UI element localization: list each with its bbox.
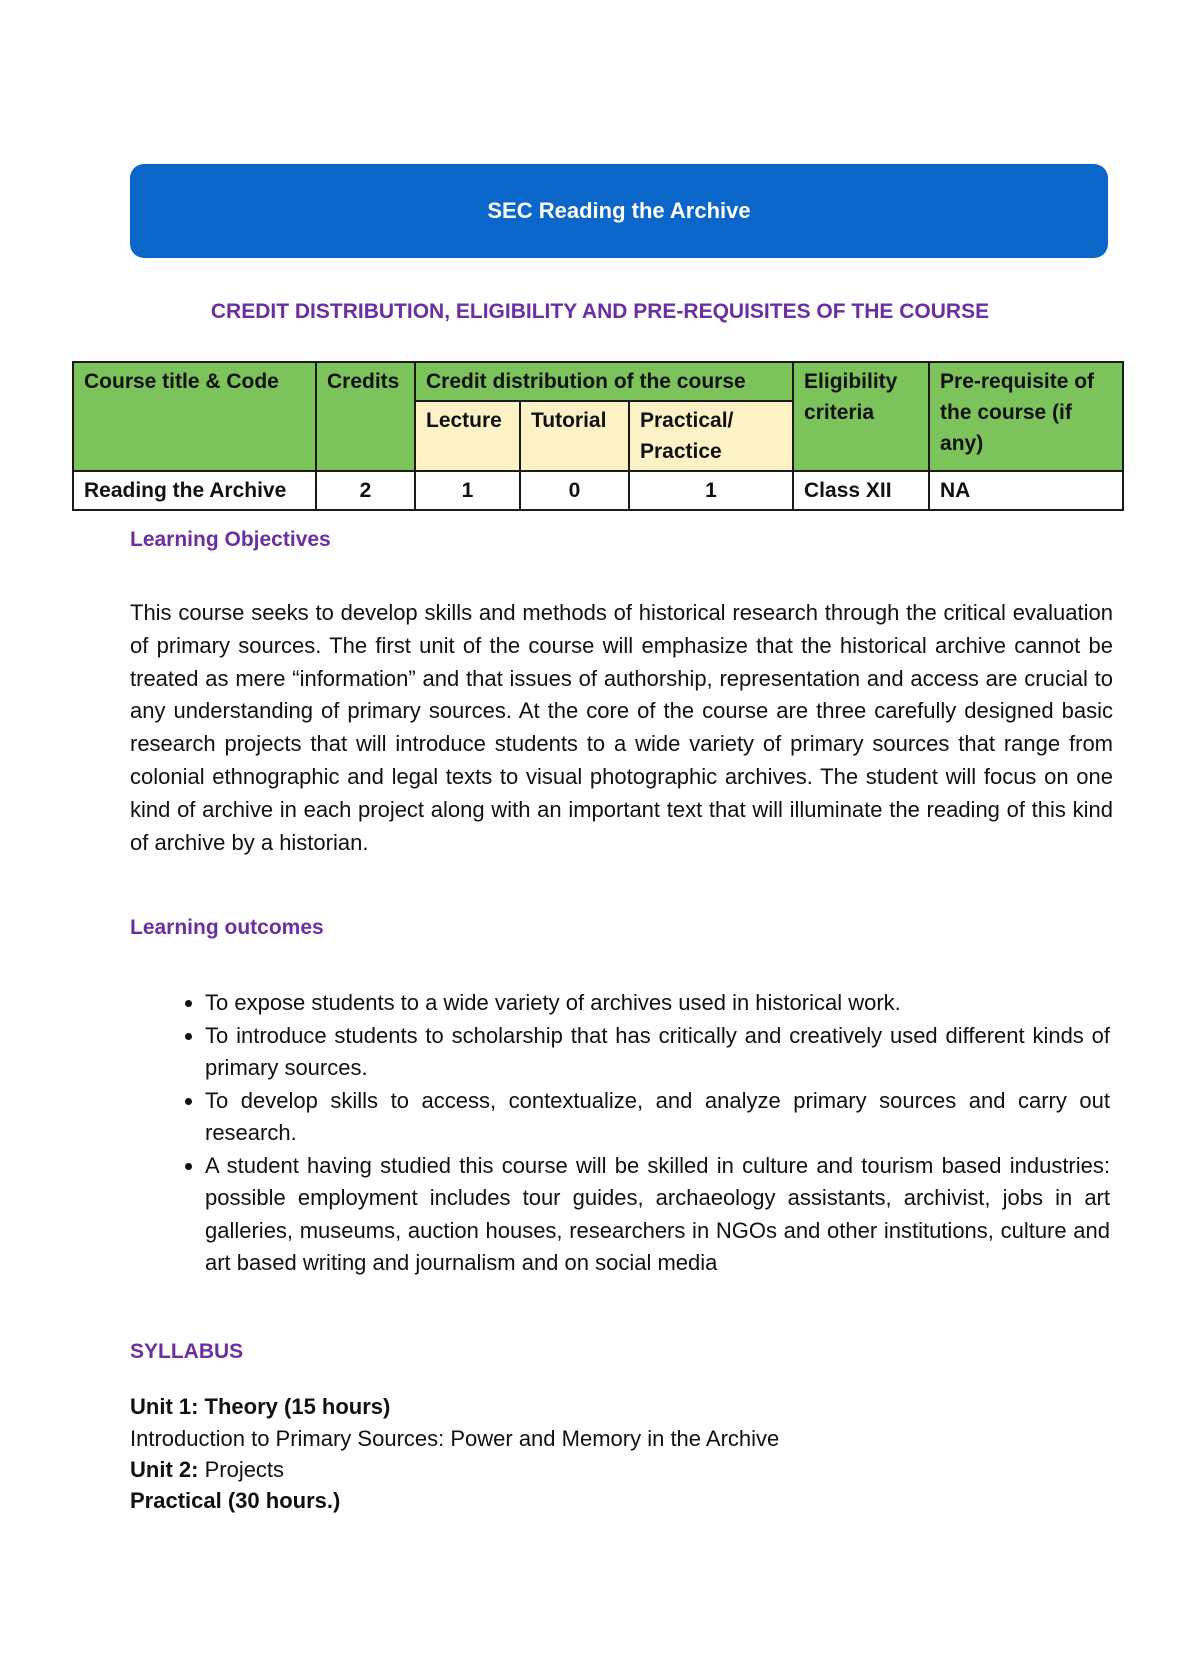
list-item: • A student having studied this course will be skilled in culture and tourism based industries: possible employment includes tour guides, archaeology assistants, archivist, jobs in art galleries, museums, auction houses, researchers in NGOs and other institutions, culture and art based writing and journalism and on social media bbox=[205, 1150, 1110, 1280]
header-tutorial: Tutorial bbox=[520, 401, 629, 471]
learning-objectives-text: This course seeks to develop skills and methods of historical research through the critical evaluation of primary sources. The first unit of the course will emphasize that the historical archive cannot be treated as mere “information” and that issues of authorship, representation and access are crucial to any understanding of primary sources. At the core of the course are three carefully designed basic research projects that will introduce students to a wide variety of primary sources that range from colonial ethnographic and legal texts to visual photographic archives. The student will focus on one kind of archive in each project along with an important text that will illuminate the reading of this kind of archive by a historian. bbox=[130, 600, 1113, 855]
unit1-title: Unit 1: Theory (15 hours) bbox=[130, 1394, 391, 1419]
practical-line bbox=[130, 1488, 340, 1514]
cell-course-title: Reading the Archive bbox=[73, 471, 316, 510]
header-practical: Practical/ Practice bbox=[629, 401, 793, 471]
unit2-line bbox=[130, 1457, 284, 1483]
learning-objectives-heading: Learning Objectives bbox=[130, 528, 331, 551]
learning-outcomes-list bbox=[160, 987, 1110, 1280]
unit2-label: Unit 2: bbox=[130, 1457, 199, 1482]
header-credit-distribution: Credit distribution of the course bbox=[415, 362, 793, 401]
header-credits: Credits bbox=[316, 362, 415, 471]
cell-prerequisite: NA bbox=[929, 471, 1123, 510]
cell-credits: 2 bbox=[316, 471, 415, 510]
syllabus-heading: SYLLABUS bbox=[130, 1340, 244, 1363]
header-prerequisite: Pre-requisite of the course (if any) bbox=[929, 362, 1123, 471]
credit-distribution-heading: CREDIT DISTRIBUTION, ELIGIBILITY AND PRE-REQUISITES OF THE COURSE bbox=[210, 300, 990, 323]
list-item: • To introduce students to scholarship that has critically and creatively used different kinds of primary sources. bbox=[205, 1020, 1110, 1085]
course-title: SEC Reading the Archive bbox=[487, 198, 751, 223]
header-eligibility: Eligibility criteria bbox=[793, 362, 929, 471]
list-item: • To expose students to a wide variety of archives used in historical work. bbox=[205, 987, 1110, 1020]
cell-tutorial: 0 bbox=[520, 471, 629, 510]
cell-eligibility: Class XII bbox=[793, 471, 929, 510]
practical-hours: (30 hours.) bbox=[227, 1488, 341, 1513]
course-title-banner bbox=[130, 164, 1108, 258]
unit2-value: Projects bbox=[204, 1457, 285, 1482]
header-lecture: Lecture bbox=[415, 401, 520, 471]
list-item: • To develop skills to access, contextualize, and analyze primary sources and carry out research. bbox=[205, 1085, 1110, 1150]
cell-lecture: 1 bbox=[415, 471, 520, 510]
practical-label: Practical bbox=[130, 1488, 222, 1513]
credit-distribution-table bbox=[72, 361, 1124, 511]
cell-practical: 1 bbox=[629, 471, 793, 510]
learning-outcomes-heading: Learning outcomes bbox=[130, 916, 324, 939]
unit1-description: Introduction to Primary Sources: Power and Memory in the Archive bbox=[130, 1426, 780, 1451]
header-course-title: Course title & Code bbox=[73, 362, 316, 471]
table-row bbox=[73, 471, 1123, 510]
